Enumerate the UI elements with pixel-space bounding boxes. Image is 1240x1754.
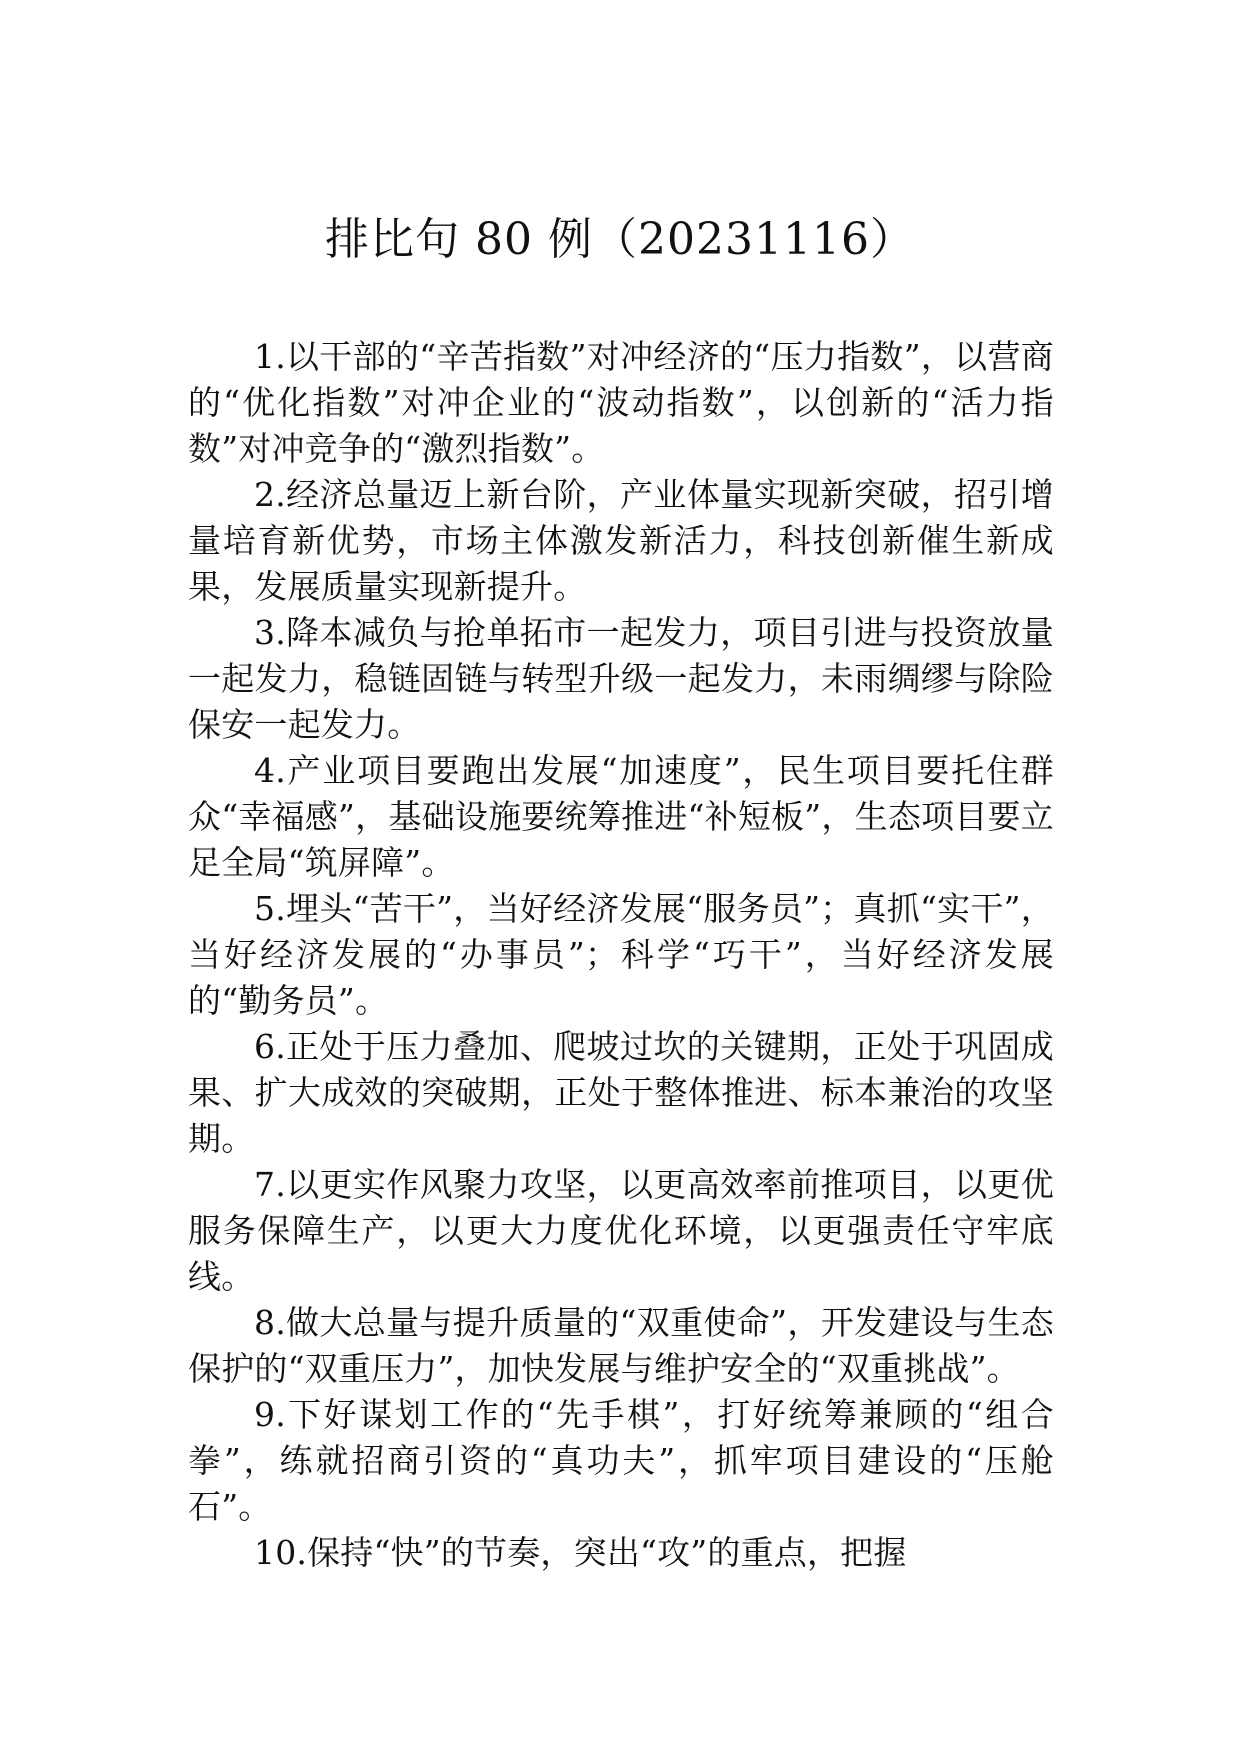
paragraph-10: 10.保持“快”的节奏，突出“攻”的重点，把握 <box>254 1533 907 1572</box>
paragraph-7: 7.以更实作风聚力攻坚，以更高效率前推项目，以更优服务保障生产，以更大力度优化环境，以更强责任守牢底线。 <box>188 1165 1054 1296</box>
document-body <box>188 334 1054 1576</box>
document-title: 排比句 80 例（20231116） <box>325 214 915 265</box>
paragraph-3: 3.降本减负与抢单拓市一起发力，项目引进与投资放量一起发力，稳链固链与转型升级一起发力，未雨绸缪与除险保安一起发力。 <box>188 613 1054 744</box>
paragraph-8: 8.做大总量与提升质量的“双重使命”，开发建设与生态保护的“双重压力”，加快发展与维护安全的“双重挑战”。 <box>188 1303 1054 1388</box>
paragraph-9: 9.下好谋划工作的“先手棋”，打好统筹兼顾的“组合拳”，练就招商引资的“真功夫”，抓牢项目建设的“压舱石”。 <box>188 1395 1054 1526</box>
paragraph-5: 5.埋头“苦干”，当好经济发展“服务员”；真抓“实干”，当好经济发展的“办事员”；科学“巧干”，当好经济发展的“勤务员”。 <box>188 889 1054 1020</box>
paragraph-1: 1.以干部的“辛苦指数”对冲经济的“压力指数”，以营商的“优化指数”对冲企业的“波动指数”，以创新的“活力指数”对冲竞争的“激烈指数”。 <box>188 337 1054 468</box>
paragraph-6: 6.正处于压力叠加、爬坡过坎的关键期，正处于巩固成果、扩大成效的突破期，正处于整体推进、标本兼治的攻坚期。 <box>188 1027 1054 1158</box>
paragraph-2: 2.经济总量迈上新台阶，产业体量实现新突破，招引增量培育新优势，市场主体激发新活力，科技创新催生新成果，发展质量实现新提升。 <box>188 475 1054 606</box>
paragraph-4: 4.产业项目要跑出发展“加速度”，民生项目要托住群众“幸福感”，基础设施要统筹推进“补短板”，生态项目要立足全局“筑屏障”。 <box>188 751 1054 882</box>
